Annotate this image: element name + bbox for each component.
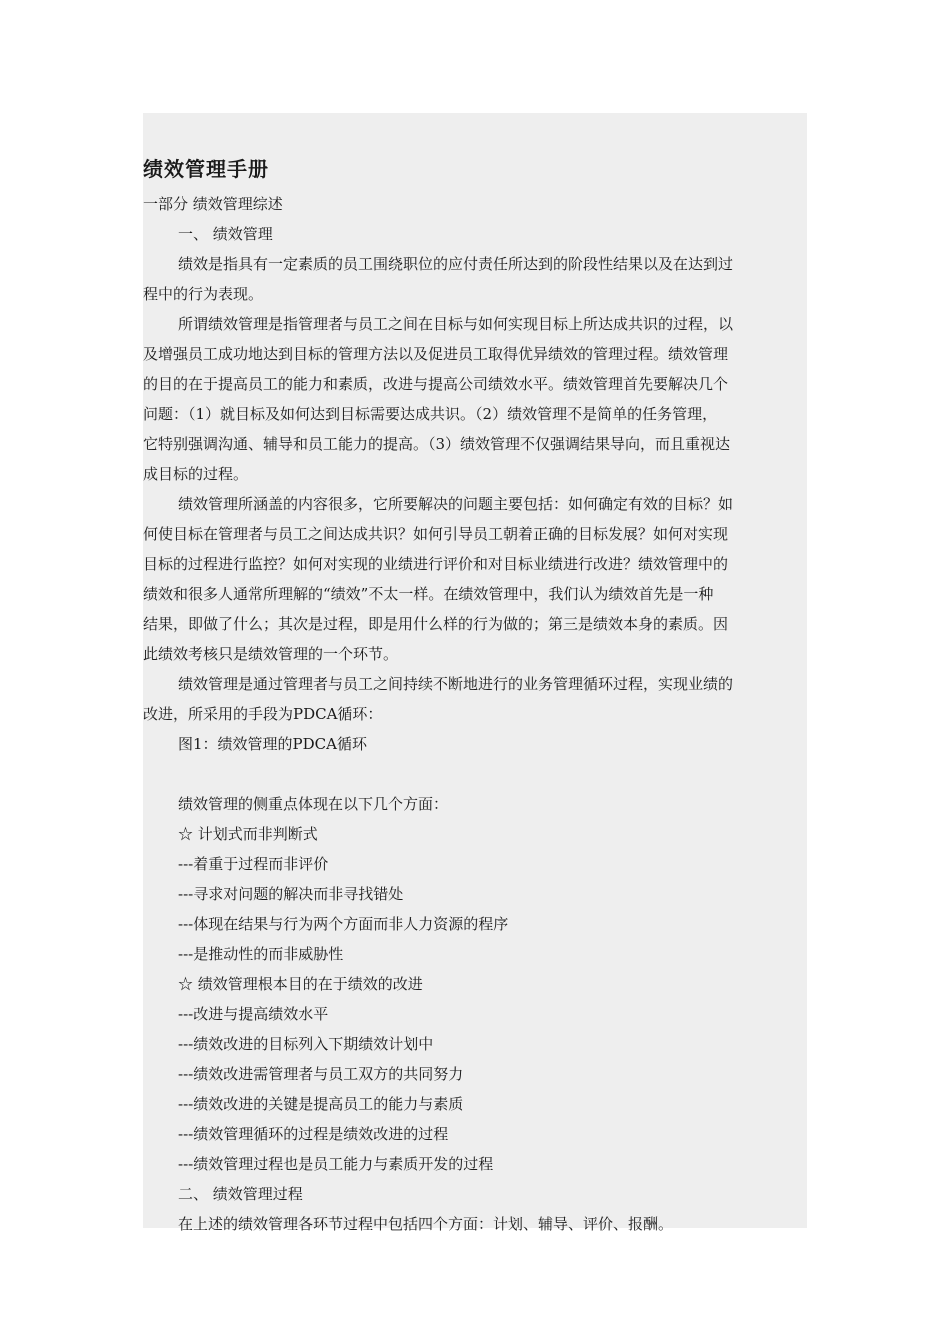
paragraph-2-line: 问题：（1）就目标及如何达到目标需要达成共识。（2）绩效管理不是简单的任务管理， <box>143 405 718 423</box>
list-item: ---着重于过程而非评价 <box>178 855 329 873</box>
paragraph-5: 在上述的绩效管理各环节过程中包括四个方面：计划、辅导、评价、报酬。 <box>178 1215 674 1233</box>
paragraph-2-line: 成目标的过程。 <box>143 465 249 483</box>
document-title: 绩效管理手册 <box>143 157 269 181</box>
paragraph-2-line: 它特别强调沟通、辅导和员工能力的提高。（3）绩效管理不仅强调结果导向，而且重视达 <box>143 435 731 453</box>
paragraph-3-line: 结果，即做了什么；其次是过程，即是用什么样的行为做的；第三是绩效本身的素质。因 <box>143 615 729 633</box>
paragraph-2-line: 及增强员工成功地达到目标的管理方法以及促进员工取得优异绩效的管理过程。绩效管理 <box>143 345 729 363</box>
paragraph-3-line: 何使目标在管理者与员工之间达成共识？如何引导员工朝着正确的目标发展？如何对实现 <box>143 525 729 543</box>
paragraph-4-line: 绩效管理是通过管理者与员工之间持续不断地进行的业务管理循环过程，实现业绩的 <box>178 675 734 693</box>
paragraph-1-line: 程中的行为表现。 <box>143 285 264 303</box>
paragraph-3-line: 绩效和很多人通常所理解的“绩效”不太一样。在绩效管理中，我们认为绩效首先是一种 <box>143 585 714 603</box>
list-item: ---寻求对问题的解决而非寻找错处 <box>178 885 404 903</box>
paragraph-3-line: 此绩效考核只是绩效管理的一个环节。 <box>143 645 399 663</box>
document-page <box>143 113 807 1233</box>
list-item: ---是推动性的而非威胁性 <box>178 945 344 963</box>
list-item: ---改进与提高绩效水平 <box>178 1005 329 1023</box>
paragraph-4-line: 改进，所采用的手段为PDCA循环： <box>143 705 383 723</box>
section-heading-2: 二、 绩效管理过程 <box>178 1185 303 1203</box>
list-item: ---绩效管理循环的过程是绩效改进的过程 <box>178 1125 449 1143</box>
paragraph-3-line: 绩效管理所涵盖的内容很多，它所要解决的问题主要包括：如何确定有效的目标？如 <box>178 495 734 513</box>
list-item: ☆ 计划式而非判断式 <box>178 825 318 843</box>
section-heading-1: 一、 绩效管理 <box>178 225 273 243</box>
list-item: ---绩效改进的关键是提高员工的能力与素质 <box>178 1095 464 1113</box>
list-item: ---绩效改进需管理者与员工双方的共同努力 <box>178 1065 464 1083</box>
list-item: ---绩效管理过程也是员工能力与素质开发的过程 <box>178 1155 494 1173</box>
paragraph-2-line: 的目的在于提高员工的能力和素质，改进与提高公司绩效水平。绩效管理首先要解决几个 <box>143 375 729 393</box>
paragraph-3-line: 目标的过程进行监控？如何对实现的业绩进行评价和对目标业绩进行改进？绩效管理中的 <box>143 555 729 573</box>
document-body <box>143 189 807 1239</box>
paragraph-1-line: 绩效是指具有一定素质的员工围绕职位的应付责任所达到的阶段性结果以及在达到过 <box>178 255 734 273</box>
list-item: ---体现在结果与行为两个方面而非人力资源的程序 <box>178 915 509 933</box>
figure-caption: 图1：绩效管理的PDCA循环 <box>178 735 367 753</box>
list-item: ---绩效改进的目标列入下期绩效计划中 <box>178 1035 434 1053</box>
paragraph-2-line: 所谓绩效管理是指管理者与员工之间在目标与如何实现目标上所达成共识的过程，以 <box>178 315 734 333</box>
list-item: ☆ 绩效管理根本目的在于绩效的改进 <box>178 975 423 993</box>
part-heading: 一部分 绩效管理综述 <box>143 195 283 213</box>
focus-intro: 绩效管理的侧重点体现在以下几个方面： <box>178 795 449 813</box>
figure-placeholder <box>143 759 807 789</box>
